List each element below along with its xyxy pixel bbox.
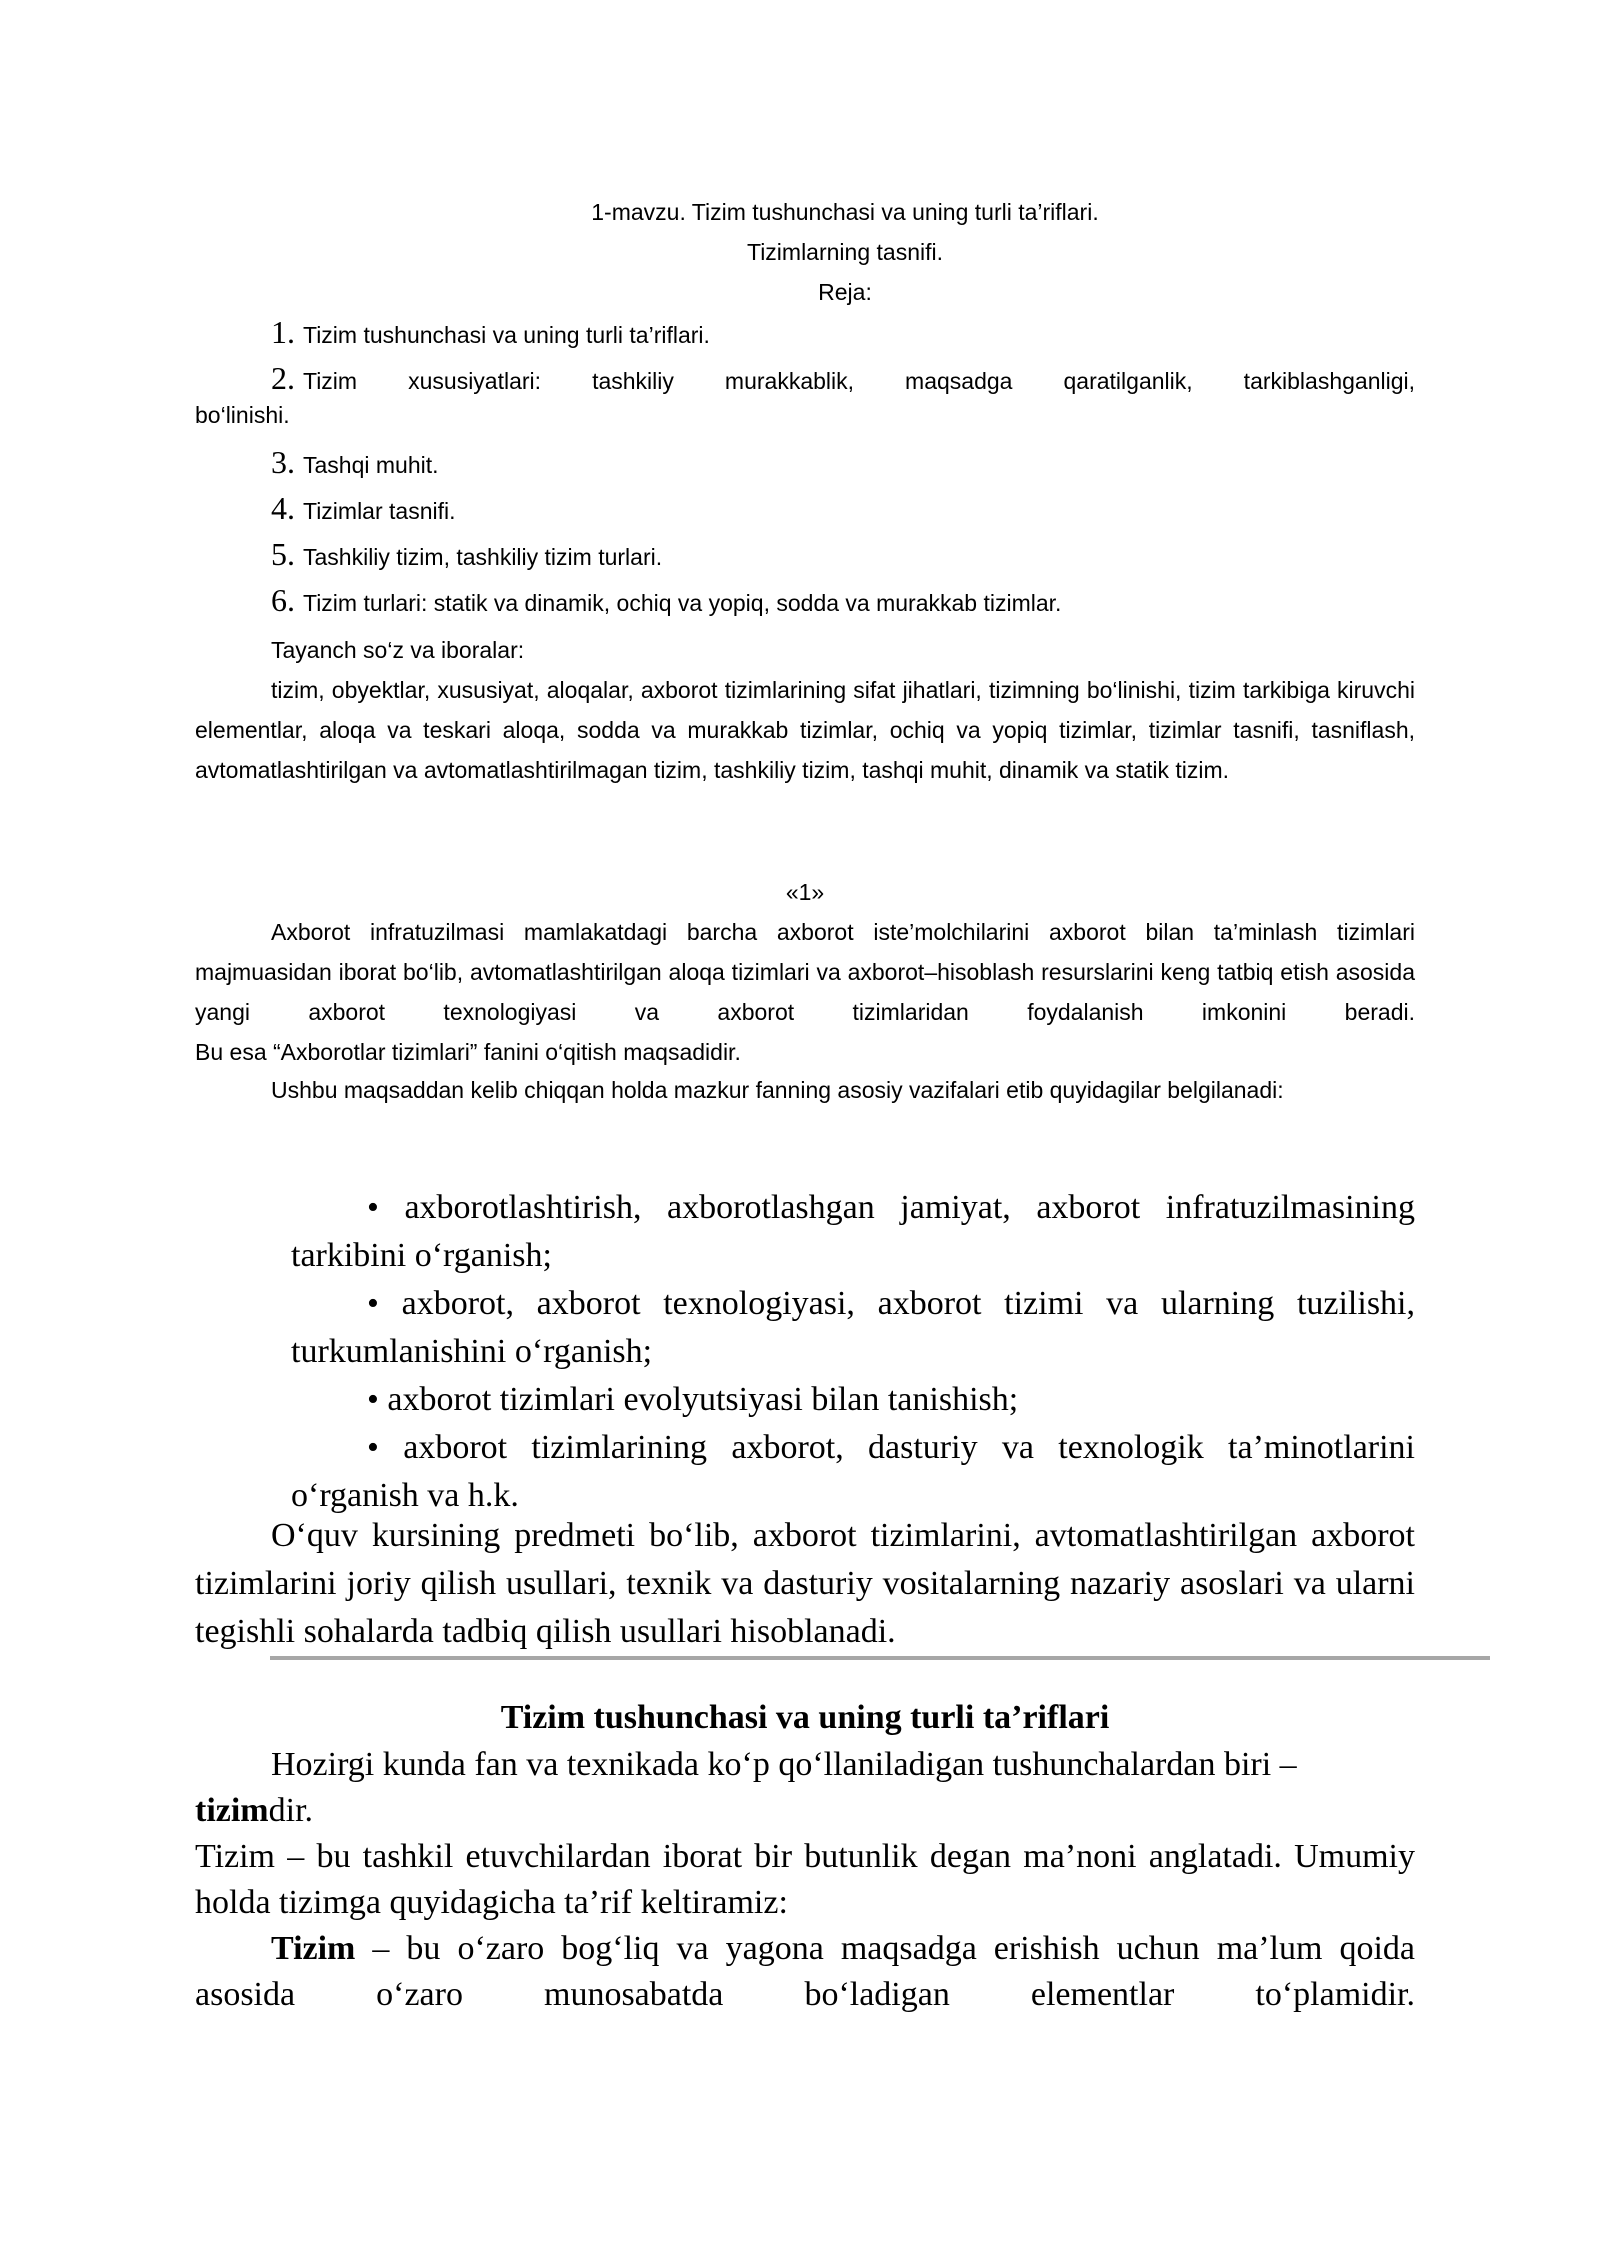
title-block	[195, 192, 1495, 312]
plan-item-text: Tizim tushunchasi va uning turli ta’riflari.	[303, 322, 710, 348]
intro-paragraph: Axborot infratuzilmasi mamlakatdagi barcha axborot iste’molchilarini axborot bilan ta’minlash tizimlari majmuasidan iborat bo‘lib, avtomatlashtirilgan aloqa tizimlari va axborot–hisoblash resurslarini keng tatbiq etish asosida yangi axborot texnologiyasi va axborot tizimlaridan foydalanish imkonini beradi.	[195, 919, 1415, 1025]
plan-item-text: Tizim turlari: statik va dinamik, ochiq va yopiq, sodda va murakkab tizimlar.	[303, 590, 1062, 616]
plan-item	[195, 442, 1415, 488]
plan-item-text: Tashqi muhit.	[303, 452, 439, 478]
list-item-text: axborot tizimlarining axborot, dasturiy va texnologik ta’minotlarini o‘rganish va h.k.	[291, 1429, 1416, 1514]
list-item-text: axborotlashtirish, axborotlashgan jamiyat, axborot infratuzilmasining tarkibini o‘rganish;	[291, 1189, 1416, 1274]
plan-item-number: 5.	[271, 536, 295, 572]
section-intro	[195, 872, 1415, 1108]
topic-subtitle: Tizimlarning tasnifi.	[747, 239, 943, 265]
list-item: • axborot tizimlari evolyutsiyasi bilan tanishish;	[367, 1381, 1019, 1418]
keywords-label: Tayanch so‘z va iboralar:	[271, 637, 525, 663]
list-item-text: axborot tizimlari evolyutsiyasi bilan tanishish;	[387, 1381, 1019, 1418]
list-item-text: axborot, axborot texnologiyasi, axborot tizimi va ularning tuzilishi, turkumlanishini o‘rganish;	[291, 1285, 1415, 1370]
course-subject-paragraph: O‘quv kursining predmeti bo‘lib, axborot tizimlarini, avtomatlashtirilgan axborot tizimlarini joriy qilish usullari, texnik va dasturiy vositalarning nazariy asoslari va ularni tegishli sohalarda tadbiq qilish usullari hisoblanadi.	[195, 1517, 1415, 1650]
plan-list	[195, 312, 1415, 626]
section-heading: Tizim tushunchasi va uning turli ta’riflari	[500, 1699, 1110, 1736]
definition-paragraph-3: Tizim – bu o‘zaro bog‘liq va yagona maqsadga erishish uchun ma’lum qoida asosida o‘zaro munosabatda bo‘ladigan elementlar to‘plamidir.	[195, 1930, 1416, 2013]
plan-item-number: 1.	[271, 314, 295, 350]
plan-item-text: Tizim xususiyatlari: tashkiliy murakkablik, maqsadga qaratilganlik, tarkiblashganligi,	[303, 368, 1415, 394]
list-item: • axborot, axborot texnologiyasi, axborot tizimi va ularning tuzilishi, turkumlanishini o‘rganish;	[291, 1285, 1415, 1370]
plan-item	[195, 358, 1415, 442]
plan-item	[195, 580, 1415, 626]
definition-paragraph-1: Hozirgi kunda fan va texnikada ko‘p qo‘llaniladigan tushunchalardan biri – tizimdir.	[195, 1746, 1297, 1829]
goal-paragraph: Bu esa “Axborotlar tizimlari” fanini o‘qitish maqsadidir.	[195, 1039, 741, 1065]
list-item: • axborot tizimlarining axborot, dasturiy va texnologik ta’minotlarini o‘rganish va h.k.	[291, 1429, 1416, 1514]
list-item: • axborotlashtirish, axborotlashgan jamiyat, axborot infratuzilmasining tarkibini o‘rganish;	[291, 1189, 1416, 1274]
plan-item-text: Tizimlar tasnifi.	[303, 498, 456, 524]
plan-item-number: 6.	[271, 582, 295, 618]
plan-item-number: 3.	[271, 444, 295, 480]
keywords-text: tizim, obyektlar, xususiyat, aloqalar, axborot tizimlarining sifat jihatlari, tizimning bo‘linishi, tizim tarkibiga kiruvchi elementlar, aloqa va teskari aloqa, sodda va murakkab tizimlar, ochiq va yopiq tizimlar, tizimlar tasnifi, tasniflash, avtomatlashtirilgan va avtomatlashtirilmagan tizim, tashkiliy tizim, tashqi muhit, dinamik va statik tizim.	[195, 677, 1415, 783]
definition-paragraph-2: Tizim – bu tashkil etuvchilardan iborat bir butunlik degan ma’noni anglatadi. Umumiy holda tizimga quyidagicha ta’rif keltiramiz:	[195, 1838, 1415, 1921]
plan-item-number: 4.	[271, 490, 295, 526]
tasks-list	[291, 1184, 1415, 1520]
section-marker: «1»	[785, 879, 825, 905]
plan-item-continuation: bo‘linishi.	[195, 402, 290, 428]
plan-item-text: Tashkiliy tizim, tashkiliy tizim turlari.	[303, 544, 663, 570]
section-definitions	[195, 1694, 1415, 2018]
keywords-block	[195, 630, 1415, 790]
term-highlight: tizim	[195, 1792, 269, 1829]
section-divider	[270, 1656, 1490, 1660]
plan-item	[195, 488, 1415, 534]
plan-label: Reja:	[818, 279, 872, 305]
plan-item	[195, 312, 1415, 358]
plan-item	[195, 534, 1415, 580]
term-highlight: Tizim	[271, 1930, 356, 1967]
tasks-paragraph: Ushbu maqsaddan kelib chiqqan holda mazkur fanning asosiy vazifalari etib quyidagilar belgilanadi:	[271, 1077, 1284, 1103]
topic-title: 1-mavzu. Tizim tushunchasi va uning turli ta’riflari.	[591, 199, 1099, 225]
plan-item-number: 2.	[271, 360, 295, 396]
